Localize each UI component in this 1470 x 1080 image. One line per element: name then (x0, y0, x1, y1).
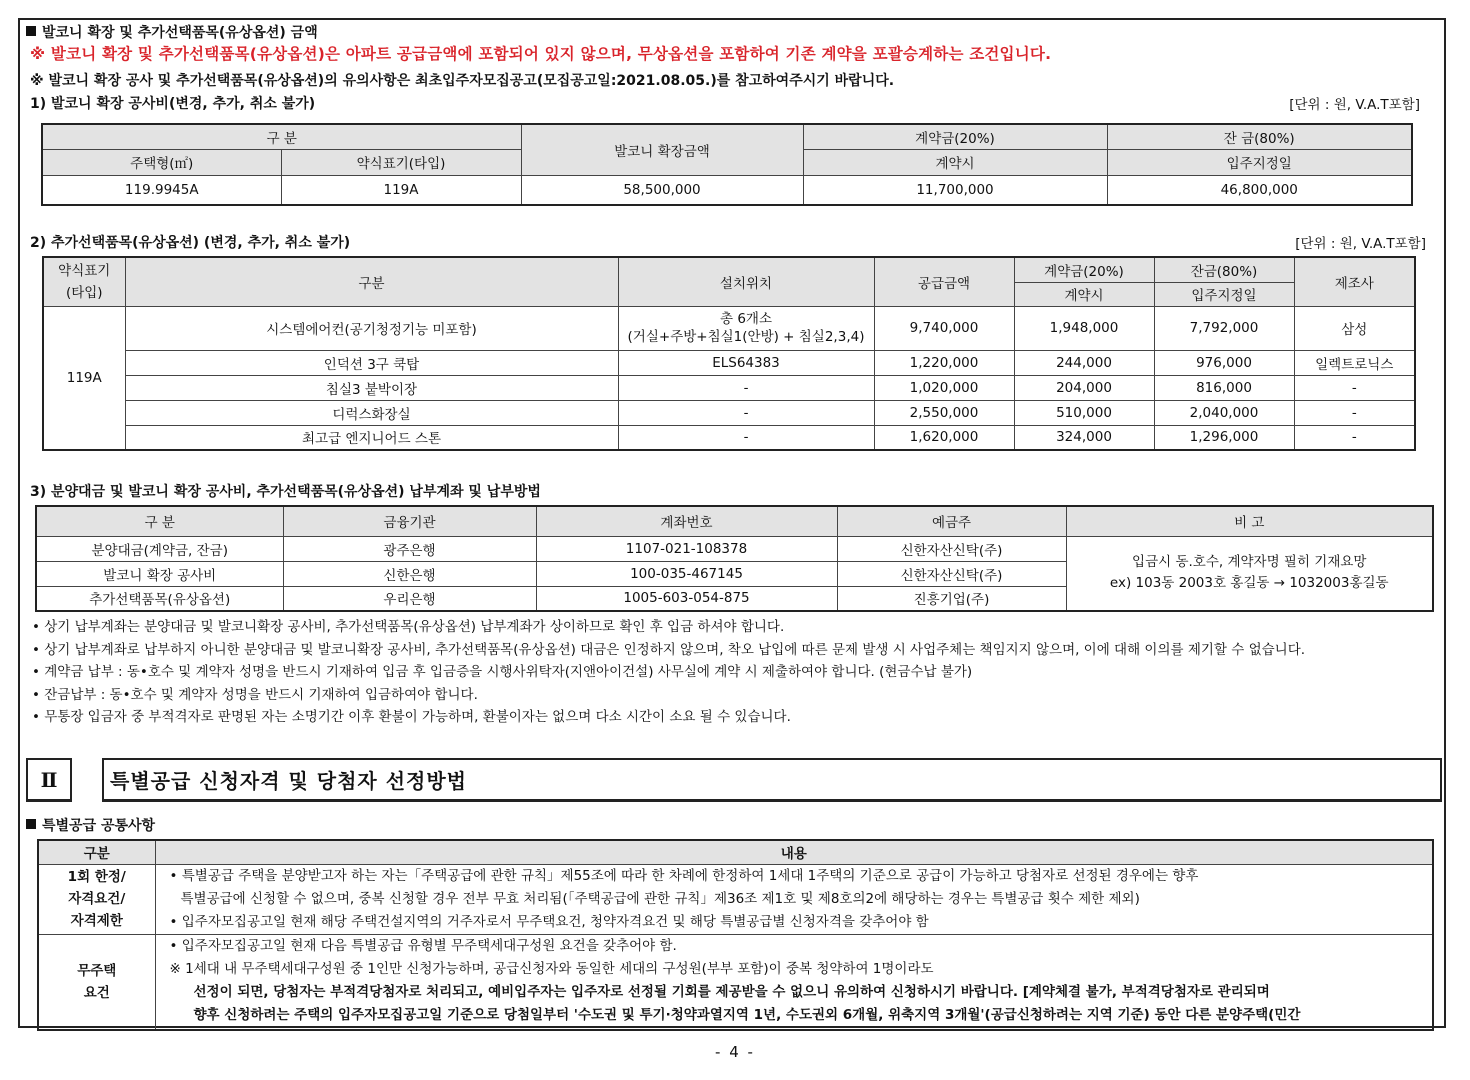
header-holder: 예금주 (837, 506, 1066, 536)
cell-balance: 816,000 (1154, 375, 1294, 400)
cell-deposit: 510,000 (1014, 400, 1154, 425)
row-content (155, 934, 1433, 1030)
special-supply-table (37, 839, 1434, 1031)
cell-holder: 신한자산신탁(주) (837, 561, 1066, 586)
content-line: • 입주자모집공고일 현재 해당 주택건설지역의 거주자로서 무주택요건, 청약자격요건 및 해당 특별공급별 신청자격을 갖추어야 함 (169, 913, 929, 930)
list-item: • 상기 납부계좌는 분양대금 및 발코니확장 공사비, 추가선택품목(유상옵션) 납부계좌가 상이하므로 확인 후 입금 하셔야 합니다. (32, 619, 785, 635)
cell-deposit: 244,000 (1014, 350, 1154, 375)
section-2-header (26, 758, 1442, 804)
section-title-text: 발코니 확장 및 추가선택품목(유상옵션) 금액 (42, 25, 318, 41)
label-line: 요건 (83, 984, 110, 1001)
cell-bank: 광주은행 (283, 536, 536, 561)
cell-account: 100-035-467145 (536, 561, 837, 586)
cell-deposit: 11,700,000 (803, 175, 1107, 205)
special-supply-common-title (26, 815, 155, 835)
content-line: • 입주자모집공고일 현재 다음 특별공급 유형별 무주택세대구성원 요건을 갖추어야 함. (169, 937, 677, 954)
header-gubun: 구분 (38, 840, 155, 864)
cell-holder: 진흥기업(주) (837, 586, 1066, 611)
balcony-cost-table (41, 123, 1413, 206)
cell-type: 119A (43, 306, 125, 450)
location-line2: (거실+주방+침실1(안방) + 침실2,3,4) (627, 329, 865, 345)
cell-maker: 일렉트로닉스 (1294, 350, 1415, 375)
cell-item: 침실3 붙박이장 (125, 375, 618, 400)
location-line1: 총 6개소 (719, 311, 772, 327)
header-abbrev-type: 약식표기(타입) (281, 149, 521, 175)
cell-balance: 46,800,000 (1107, 175, 1412, 205)
table-row (43, 306, 1415, 350)
cell-remark (1066, 536, 1433, 611)
table-row (43, 350, 1415, 375)
list-item: • 상기 납부계좌로 납부하지 아니한 분양대금 및 발코니확장 공사비, 추가선택품목(유상옵션) 대금은 인정하지 않으며, 착오 납입에 따른 문제 발생 시 사업주체는 책임지지 않으며, 이에 대해 이의를 제기할 수 없습니다. (32, 641, 1306, 658)
cell-price: 9,740,000 (874, 306, 1014, 350)
table-row (43, 425, 1415, 450)
header-deposit-sub: 계약시 (1014, 282, 1154, 306)
label-line: 무주택 (77, 962, 117, 979)
header-abbrev-type (43, 257, 125, 306)
header-remark: 비 고 (1066, 506, 1433, 536)
header-house-type: 주택형(㎡) (42, 149, 281, 175)
subsection-3-title: 3) 분양대금 및 발코니 확장 공사비, 추가선택품목(유상옵션) 납부계좌 및 납부방법 (30, 484, 541, 500)
cell-bank: 신한은행 (283, 561, 536, 586)
label-line: 1회 한정/ (67, 869, 126, 885)
subsection-1-title: 1) 발코니 확장 공사비(변경, 추가, 취소 불가) (30, 96, 316, 112)
cell-maker: - (1294, 425, 1415, 450)
content-line: 선정이 되면, 당첨자는 부적격당첨자로 처리되고, 예비입주자는 입주자로 선정될 기회를 제공받을 수 없으니 유의하여 신청하시기 바랍니다. [계약체결 불가, 부적격당첨자로 관리되며 (193, 983, 1270, 1000)
cell-balance: 2,040,000 (1154, 400, 1294, 425)
header-balance: 잔 금(80%) (1107, 124, 1412, 149)
cell-maker: - (1294, 400, 1415, 425)
header-maker: 제조사 (1294, 257, 1415, 306)
header-location: 설치위치 (618, 257, 874, 306)
table-row (42, 175, 1412, 205)
square-bullet-icon (26, 26, 36, 36)
square-bullet-icon (26, 819, 36, 829)
header-bank: 금융기관 (283, 506, 536, 536)
cell-abbrev-type: 119A (281, 175, 521, 205)
cell-maker: 삼성 (1294, 306, 1415, 350)
header-item: 구분 (125, 257, 618, 306)
list-item: • 잔금납부 : 동•호수 및 계약자 성명을 반드시 기재하여 입금하여야 합니다. (32, 686, 478, 703)
cell-deposit: 324,000 (1014, 425, 1154, 450)
paid-options-table (42, 256, 1416, 451)
header-price: 공급금액 (874, 257, 1014, 306)
list-item: • 무통장 입금자 중 부적격자로 판명된 자는 소명기간 이후 환불이 가능하며, 환불이자는 없으며 다소 시간이 소요 될 수 있습니다. (32, 709, 791, 725)
header-abbrev-line1: 약식표기 (58, 262, 111, 279)
cell-price: 1,220,000 (874, 350, 1014, 375)
reference-notice: ※ 발코니 확장 공사 및 추가선택품목(유상옵션)의 유의사항은 최초입주자모집공고(모집공고일:2021.08.05.)를 참고하여주시기 바랍니다. (30, 73, 895, 89)
header-deposit: 계약금(20%) (1014, 257, 1154, 282)
section-title (26, 22, 318, 42)
payment-notes (32, 616, 1305, 729)
table-row (38, 934, 1433, 1030)
cell-maker: - (1294, 375, 1415, 400)
header-gubun: 구 분 (36, 506, 283, 536)
row-label (38, 864, 155, 934)
cell-location (618, 306, 874, 350)
cell-balance: 7,792,000 (1154, 306, 1294, 350)
cell-location: ELS64383 (618, 350, 874, 375)
subsection-2-title: 2) 추가선택품목(유상옵션) (변경, 추가, 취소 불가) (30, 235, 351, 251)
cell-gubun: 추가선택품목(유상옵션) (36, 586, 283, 611)
cell-account: 1005-603-054-875 (536, 586, 837, 611)
cell-deposit: 204,000 (1014, 375, 1154, 400)
remark-line1: 입금시 동.호수, 계약자명 필히 기재요망 (1132, 554, 1367, 571)
cell-location: - (618, 400, 874, 425)
cell-house-type: 119.9945A (42, 175, 281, 205)
cell-item: 디럭스화장실 (125, 400, 618, 425)
header-balance: 잔금(80%) (1154, 257, 1294, 282)
table-row (43, 400, 1415, 425)
header-balance-sub: 입주지정일 (1107, 149, 1412, 175)
label-line: 자격요건/ (68, 891, 126, 907)
content-line: ※ 1세대 내 무주택세대구성원 중 1인만 신청가능하며, 공급신청자와 동일한 세대의 구성원(부부 포함)이 중복 청약하여 1명이라도 (169, 960, 934, 977)
cell-balance: 976,000 (1154, 350, 1294, 375)
special-supply-common-text: 특별공급 공통사항 (42, 818, 156, 834)
header-balance-sub: 입주지정일 (1154, 282, 1294, 306)
table-row (36, 536, 1433, 561)
cell-location: - (618, 375, 874, 400)
cell-price: 1,020,000 (874, 375, 1014, 400)
cell-bank: 우리은행 (283, 586, 536, 611)
cell-location: - (618, 425, 874, 450)
list-item: • 계약금 납부 : 동•호수 및 계약자 성명을 반드시 기재하여 입금 후 입금증을 시행사위탁자(지앤아이건설) 사무실에 계약 시 제출하여야 합니다. (현금수납 불가) (32, 664, 973, 680)
label-line: 자격제한 (70, 913, 123, 929)
cell-amount: 58,500,000 (521, 175, 803, 205)
cell-price: 1,620,000 (874, 425, 1014, 450)
content-line: 특별공급에 신청할 수 없으며, 중복 신청할 경우 전부 무효 처리됨(「주택공급에 관한 규칙」제36조 제1호 및 제8호의2에 해당하는 경우는 특별공급 횟수 제한 제외) (180, 890, 1140, 907)
red-notice: ※ 발코니 확장 및 추가선택품목(유상옵션)은 아파트 공급금액에 포함되어 있지 않으며, 무상옵션을 포함하여 기존 계약을 포괄승계하는 조건입니다. (30, 45, 1052, 63)
cell-gubun: 분양대금(계약금, 잔금) (36, 536, 283, 561)
table-row (43, 375, 1415, 400)
content-line: 향후 신청하려는 주택의 입주자모집공고일 기준으로 당첨일부터 '수도권 및 투기·청약과열지역 1년, 수도권외 6개월, 위축지역 3개월'(공급신청하려는 지역 기준) 동안 다른 분양주택(민간 (193, 1006, 1301, 1023)
unit-label-2: [단위 : 원, V.A.T포함] (1295, 236, 1426, 252)
section-2-title: 특별공급 신청자격 및 당첨자 선정방법 (102, 758, 1442, 802)
cell-account: 1107-021-108378 (536, 536, 837, 561)
header-deposit-sub: 계약시 (803, 149, 1107, 175)
cell-item: 시스템에어컨(공기청정기능 미포함) (125, 306, 618, 350)
remark-line2: ex) 103동 2003호 홍길동 → 1032003홍길동 (1109, 575, 1389, 592)
content-line: • 특별공급 주택을 분양받고자 하는 자는「주택공급에 관한 규칙」제55조에 따라 한 차례에 한정하여 1세대 1주택의 기준으로 공급이 가능하고 당첨자로 선정된 경우에는 향후 (169, 867, 1199, 884)
cell-price: 2,550,000 (874, 400, 1014, 425)
header-abbrev-line2: (타입) (65, 284, 103, 301)
cell-item: 인덕션 3구 쿡탑 (125, 350, 618, 375)
section-number: Ⅱ (26, 758, 72, 802)
cell-deposit: 1,948,000 (1014, 306, 1154, 350)
header-content: 내용 (155, 840, 1433, 864)
document-page (18, 18, 1446, 1028)
cell-balance: 1,296,000 (1154, 425, 1294, 450)
header-account: 계좌번호 (536, 506, 837, 536)
row-label (38, 934, 155, 1030)
cell-gubun: 발코니 확장 공사비 (36, 561, 283, 586)
header-deposit: 계약금(20%) (803, 124, 1107, 149)
page-number: - 4 - (715, 1043, 755, 1061)
header-gubun: 구 분 (42, 124, 521, 149)
row-content (155, 864, 1433, 934)
cell-item: 최고급 엔지니어드 스톤 (125, 425, 618, 450)
header-balcony-amount: 발코니 확장금액 (521, 124, 803, 175)
payment-account-table (35, 505, 1434, 612)
table-row (38, 864, 1433, 934)
unit-label-1: [단위 : 원, V.A.T포함] (1289, 97, 1420, 113)
cell-holder: 신한자산신탁(주) (837, 536, 1066, 561)
